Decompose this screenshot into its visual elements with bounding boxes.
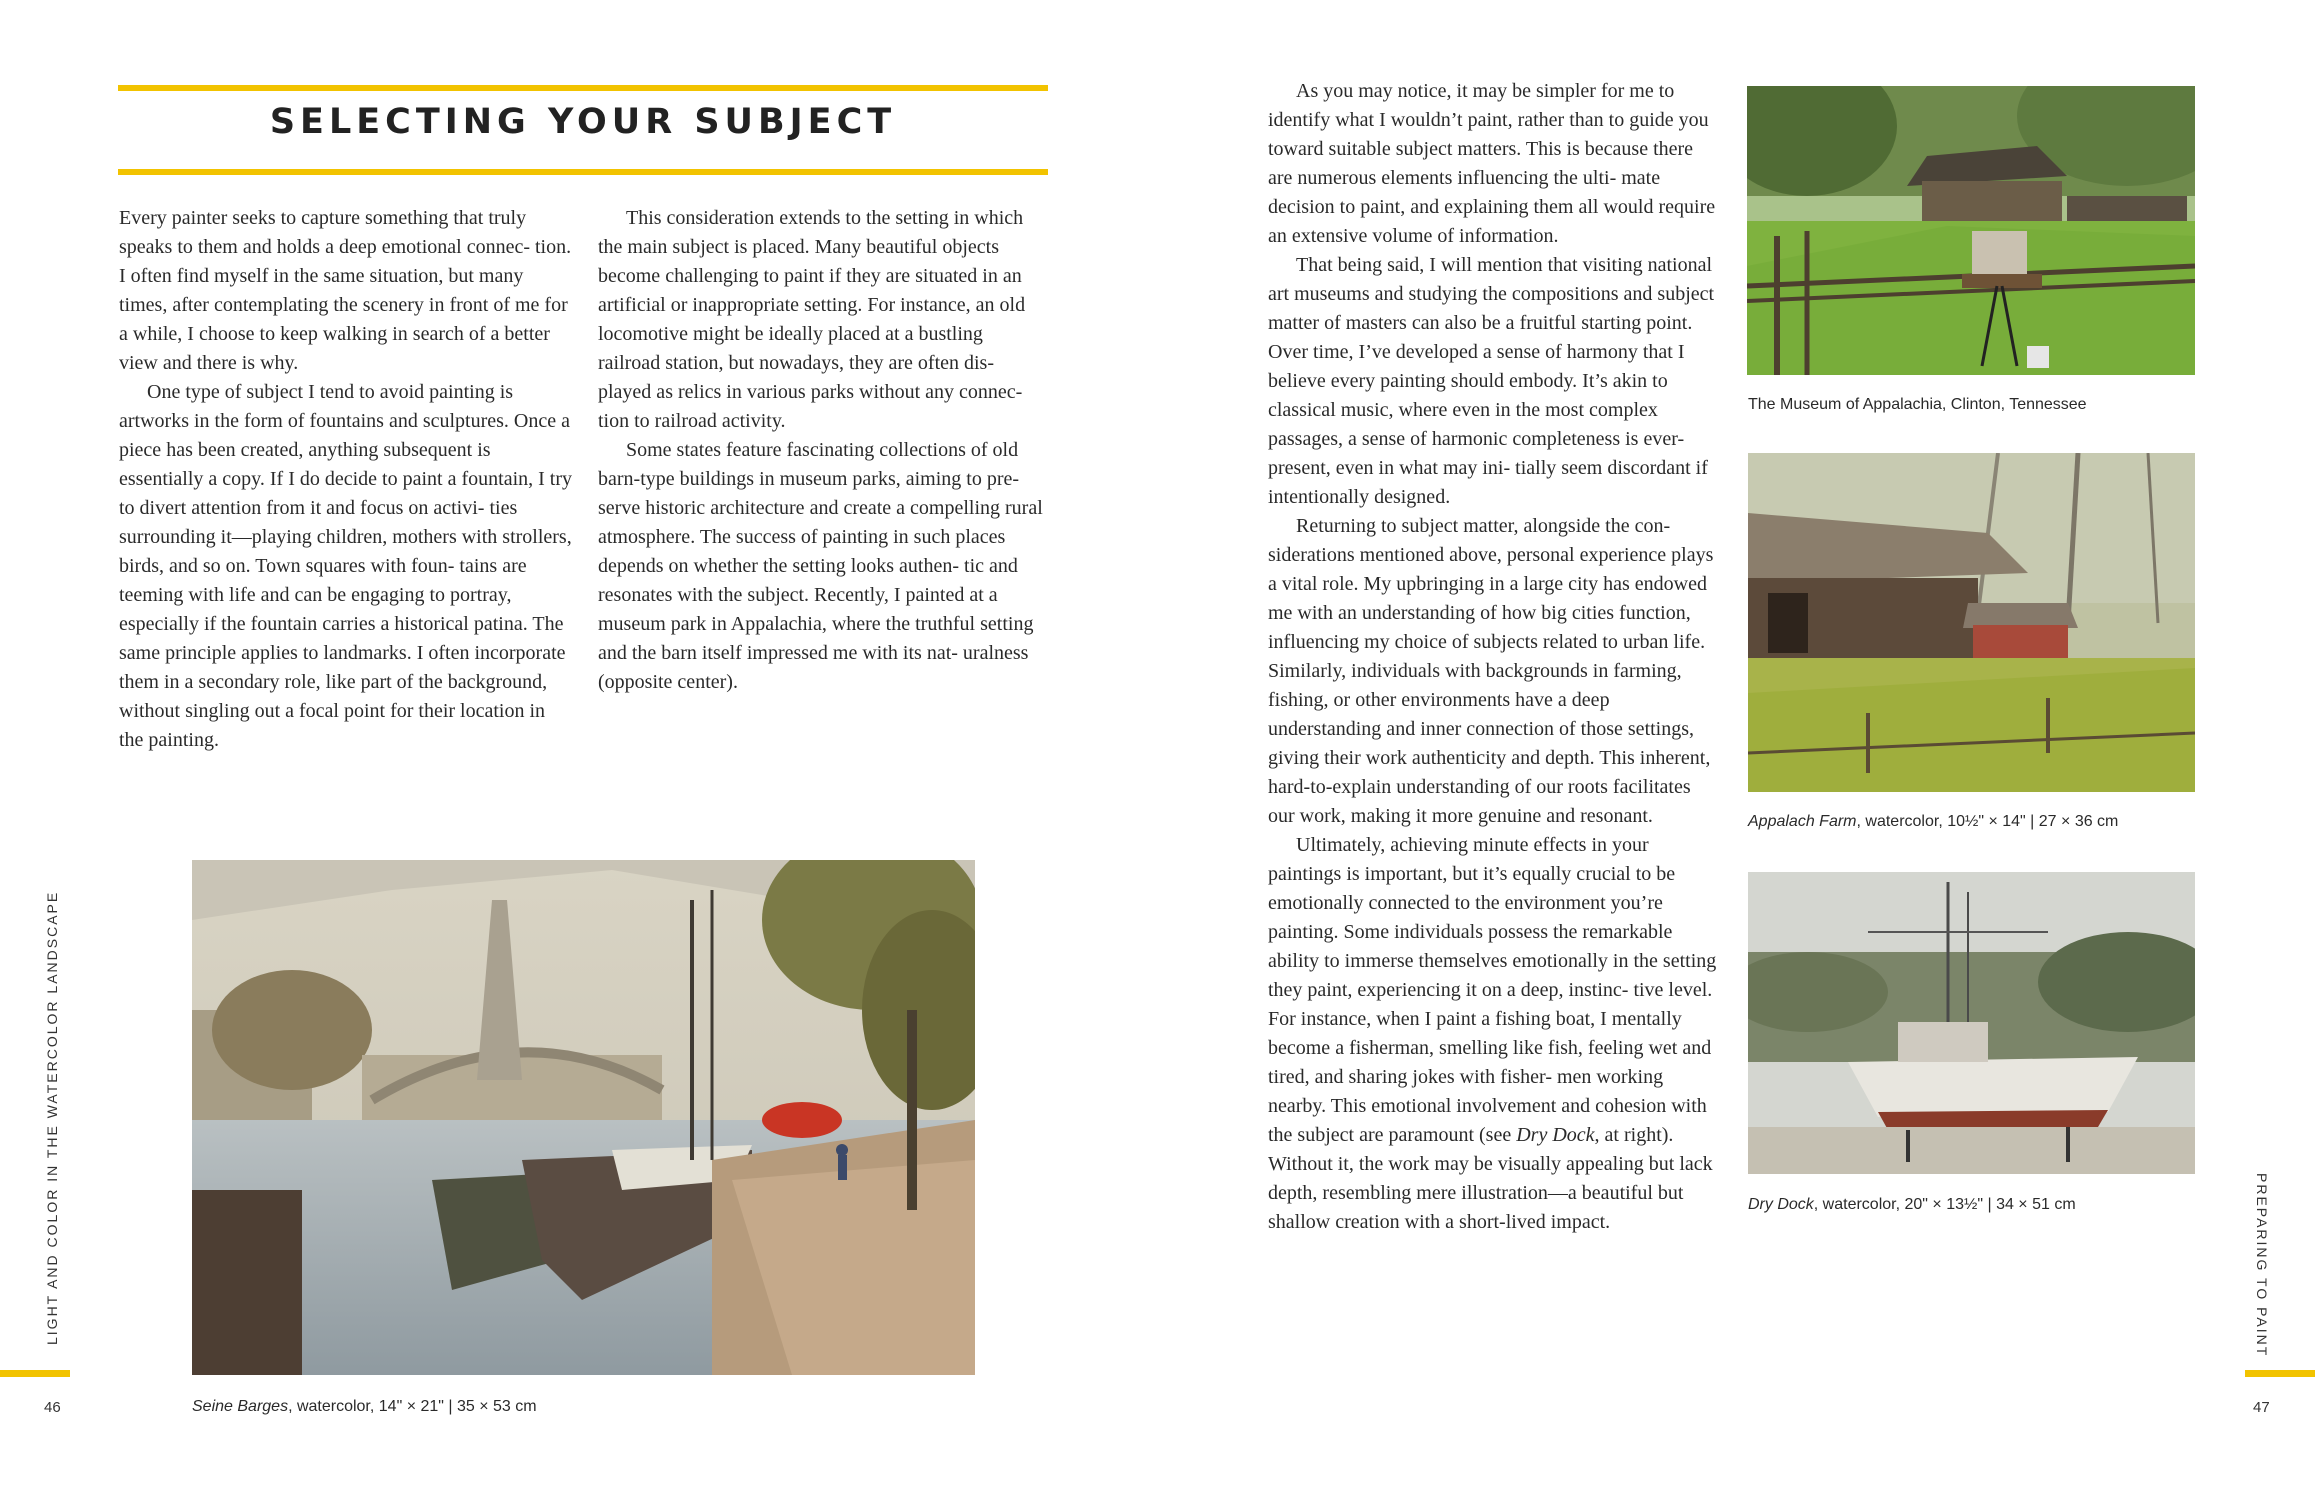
paragraph: Some states feature fascinating collections of old barn-type buildings in museum parks, aiming to pre- serve historic architecture and create a compelling rural atmosphere. The success of painting in such places depends on whether the setting looks authen- tic and resonates with the subject. Recently, I painted at a museum park in Appalachia, where the truthful setting and the barn itself impressed me with its nat- uralness (opposite center).: [598, 439, 1043, 693]
caption-details: , watercolor, 20" × 13½" | 34 × 51 cm: [1813, 1196, 2076, 1213]
caption-details: , watercolor, 14" × 21" | 35 × 53 cm: [288, 1398, 537, 1415]
caption-appalach-farm: [1748, 813, 2118, 831]
folio-rule-right: [2245, 1370, 2315, 1377]
paragraph: One type of subject I tend to avoid painting is artworks in the form of fountains and sculptures. Once a piece has been created, anything subsequent is essentially a copy. If I do decide to paint a fountain, I try to divert attention from it and focus on activi- ties surrounding it—playing children, mothers with strollers, birds, and so on. Town squares with foun- tains are teeming with life and can be engaging to portray, especially if the fountain carries a historical patina. The same principle applies to landmarks. I often incorporate them in a secondary role, like part of the background, without singling out a focal point for their location in the painting.: [119, 381, 572, 751]
caption-title: Seine Barges: [192, 1398, 289, 1415]
paragraph-part: Ultimately, achieving minute effects in your paintings is important, but it’s equally crucial to be emotionally connected to the environment you’re painting. Some individuals possess the remarkable ability to immerse themselves emotionally in the setting they paint, experiencing it on a deep, instinc- tive level. For instance, when I paint a fishing boat, I mentally become a fisherman, smelling like fish, feeling wet and tired, and sharing jokes with fisher- men working nearby. This emotional involvement and cohesion with the subject are paramount (see: [1268, 834, 1717, 1146]
caption-title: Dry Dock: [1748, 1196, 1814, 1213]
running-head-right: PREPARING TO PAINT: [2254, 1173, 2270, 1358]
caption-dry-dock: [1748, 1196, 2076, 1214]
folio-rule-left: [0, 1370, 70, 1377]
running-head-left: LIGHT AND COLOR IN THE WATERCOLOR LANDSCAPE: [44, 890, 60, 1345]
painting-seine-barges: [192, 860, 975, 1375]
caption-seine-barges: [192, 1398, 537, 1416]
paragraph: This consideration extends to the setting in which the main subject is placed. Many beautiful objects become challenging to paint if they are situated in an artificial or inappropriate setting. For instance, an old locomotive might be ideally placed at a bustling railroad station, but nowadays, they are often dis- played as relics in various parks without any connec- tion to railroad activity.: [598, 207, 1026, 432]
photo-museum-of-appalachia: [1747, 86, 2195, 375]
page-number-right: 47: [2253, 1399, 2270, 1416]
caption-title: Appalach Farm: [1748, 813, 1857, 830]
painting-dry-dock: [1748, 872, 2195, 1174]
paragraph: Returning to subject matter, alongside the con- siderations mentioned above, personal experience plays a vital role. My upbringing in a large city has endowed me with an understanding of how big cities function, influencing my choice of subjects related to urban life. Similarly, individuals with backgrounds in farming, fishing, or other environments have a deep understanding and inner connection of those settings, giving their work authenticity and depth. This inherent, hard-to-explain understanding of our roots facilitates our work, making it more genuine and resonant.: [1268, 515, 1714, 827]
painting-appalach-farm: [1748, 453, 2195, 792]
paragraph-part: , at right). Without it, the work may be visually appealing but lack depth, resembling mere illustration—a beautiful but shallow creation with a short-lived impact.: [1268, 1124, 1713, 1233]
paragraph: [1268, 831, 1718, 1237]
title-rule-bottom: [118, 169, 1048, 175]
paragraph: As you may notice, it may be simpler for me to identify what I wouldn’t paint, rather than to guide you toward suitable subject matters. This is because there are numerous elements influencing the ulti- mate decision to paint, and explaining them all would require an extensive volume of information.: [1268, 80, 1716, 247]
page-number-left: 46: [44, 1399, 61, 1416]
paragraph: That being said, I will mention that visiting national art museums and studying the compositions and subject matter of masters can also be a fruitful starting point. Over time, I’ve developed a sense of harmony that I believe every painting should embody. It’s akin to classical music, where even in the most complex passages, a sense of harmonic completeness is ever-present, even in what may ini- tially seem discordant if intentionally designed.: [1268, 254, 1715, 508]
left-column-2: [598, 204, 1048, 697]
title-rule-top: [118, 85, 1048, 91]
left-column-1: [119, 204, 574, 755]
paragraph-italic: Dry Dock: [1516, 1124, 1595, 1146]
caption-details: , watercolor, 10½" × 14" | 27 × 36 cm: [1856, 813, 2119, 830]
right-column: [1268, 77, 1718, 1237]
paragraph: Every painter seeks to capture something that truly speaks to them and holds a deep emotional connec- tion. I often find myself in the same situation, but many times, after contemplating the scenery in front of me for a while, I choose to keep walking in search of a better view and there is why.: [119, 207, 572, 374]
caption-museum-photo: The Museum of Appalachia, Clinton, Tennessee: [1748, 396, 2087, 413]
page-title: SELECTING YOUR SUBJECT: [269, 102, 897, 142]
